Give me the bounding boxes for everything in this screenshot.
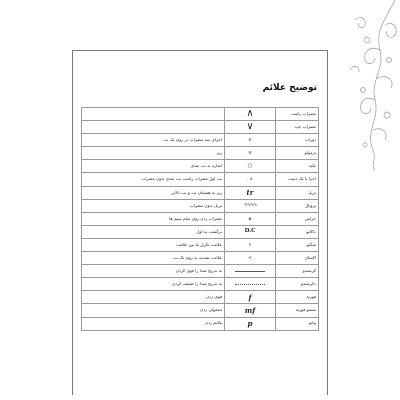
symbol-name: کرشندو [276, 265, 319, 278]
symbol-desc: علامت تکرار ما بین علامت [82, 238, 225, 251]
symbol-desc: علامت تشدید به روی تک نت [82, 252, 225, 265]
symbol-desc: نت اول مضراب راست نت بعدی بدون مضراب [82, 173, 225, 186]
table-row [82, 186, 319, 199]
forte-symbol: f [248, 292, 252, 302]
symbol-desc: برگشت به اول [82, 225, 225, 238]
symbol-name: دوراب [276, 134, 319, 147]
piano-symbol: p [247, 318, 253, 328]
symbol-name: سگنو [276, 238, 319, 251]
symbol-name: اکسان [276, 252, 319, 265]
accent-symbol: > [248, 254, 252, 260]
grace-note-symbol: ○ [247, 162, 253, 169]
table-row [82, 278, 319, 291]
table-row [82, 265, 319, 278]
symbol-desc: ریز [82, 147, 225, 160]
symbol-desc: به تدریج صدا را قوی کردن [82, 265, 225, 278]
triple-stroke-symbol: ≜ [248, 137, 252, 143]
table-row [82, 160, 319, 173]
symbol-name: خراش [276, 212, 319, 225]
symbols-legend-table [81, 107, 319, 331]
symbol-name: تریل [276, 186, 319, 199]
left-stroke-symbol: ∨ [246, 121, 254, 133]
symbol-desc [82, 121, 225, 134]
symbol-desc: اشاره به نت بعدی [82, 160, 225, 173]
symbol-name: اجرا با یک دست [276, 173, 319, 186]
table-row [82, 291, 319, 304]
symbol-name: پزوبال [276, 199, 319, 212]
page-title: توضیح علائم [262, 83, 317, 93]
crescendo-line-icon [235, 271, 265, 272]
table-row [82, 212, 319, 225]
mezzo-forte-symbol: mf [244, 305, 256, 315]
symbol-name: تکیه [276, 160, 319, 173]
symbol-desc [82, 108, 225, 121]
symbol-desc: اجرای سه مضراب در روی یک نت [82, 134, 225, 147]
trill-symbol: tr [246, 188, 254, 197]
legend-frame [72, 50, 328, 395]
symbol-name: داکاپو [276, 225, 319, 238]
table-row [82, 225, 319, 238]
table-row [82, 134, 319, 147]
symbol-name: متسو فورته [276, 304, 319, 317]
symbol-name: پیانو [276, 317, 319, 330]
symbol-desc: معمولی زدن [82, 304, 225, 317]
strum-symbol: ⋕ [248, 215, 252, 221]
symbol-name: فورته [276, 291, 319, 304]
table-row [82, 108, 319, 121]
table-row [82, 121, 319, 134]
table-row [82, 147, 319, 160]
symbol-name: دکرشندو [276, 278, 319, 291]
table-row [82, 317, 319, 330]
wavy-trill-symbol: ∿∿∿∿ [243, 202, 257, 209]
table-row [82, 173, 319, 186]
symbol-desc: مضراب زدن روی تمام سیم ها [82, 212, 225, 225]
table-row [82, 199, 319, 212]
symbol-desc: به تدریج صدا را ضعیف کردن [82, 278, 225, 291]
segno-symbol: 𝄋 [249, 241, 251, 247]
symbol-name: مضراب راست [276, 108, 319, 121]
symbol-desc: تریل بدون مضراب [82, 199, 225, 212]
tremolo-symbol: ≡ [248, 150, 252, 156]
symbol-desc: قوی زدن [82, 291, 225, 304]
one-hand-symbol: ∧ . [247, 176, 253, 182]
da-capo-symbol: D.C [244, 228, 256, 235]
table-row [82, 252, 319, 265]
right-stroke-symbol: ∧ [246, 108, 254, 120]
symbol-name: ترمولو [276, 147, 319, 160]
symbol-desc: ملایم زدن [82, 317, 225, 330]
table-row [82, 304, 319, 317]
symbol-name: مضراب چپ [276, 121, 319, 134]
symbol-desc: ریز به همسان نت و نت بالاتر [82, 186, 225, 199]
table-row [82, 238, 319, 251]
decrescendo-line-icon [235, 284, 265, 285]
